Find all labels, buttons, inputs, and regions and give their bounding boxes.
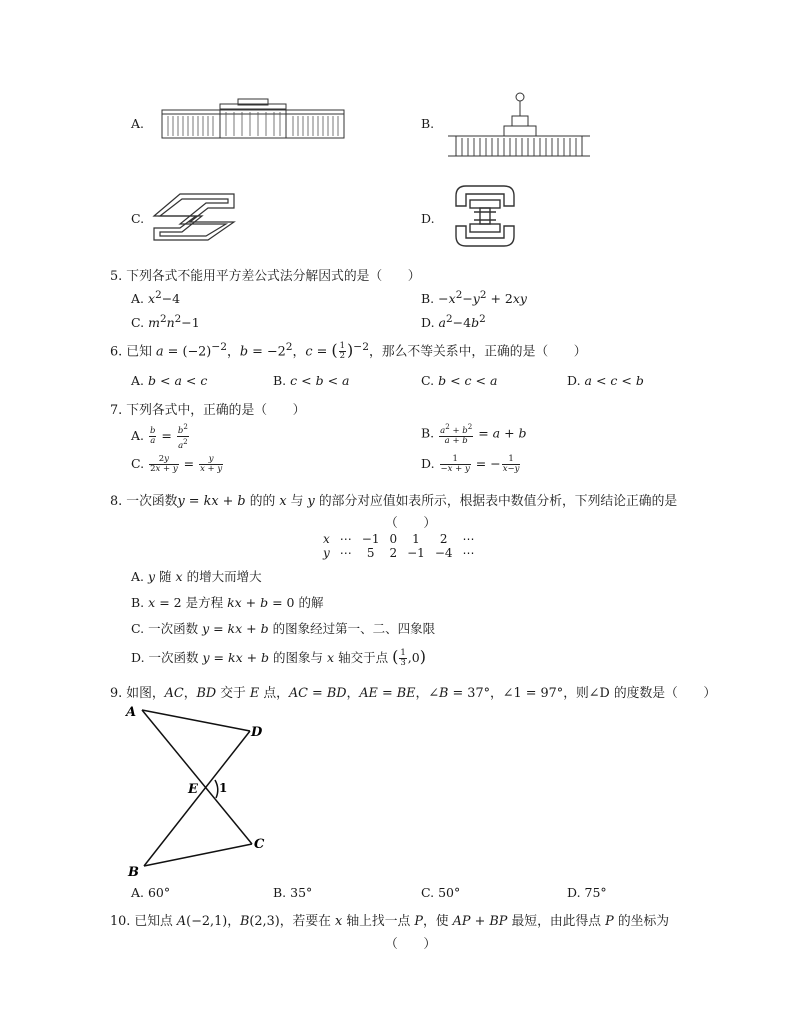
- point-b-label: B: [128, 865, 139, 880]
- q8-value-table: [318, 532, 480, 560]
- q7-option-c[interactable]: C. $\frac{2y}{2x + y}$ = $\frac{y}{x + y}$: [131, 454, 223, 474]
- q4-option-b-label: B.: [421, 116, 435, 131]
- q8-option-b[interactable]: B. x = 2 是方程 kx + b = 0 的解: [131, 595, 324, 610]
- q5-option-a[interactable]: A. $x^2-4$: [131, 289, 181, 307]
- q9-option-c[interactable]: C. 50°: [421, 885, 461, 900]
- q4-pattern-c-figure: [150, 190, 236, 244]
- table-cell: −1: [361, 532, 380, 546]
- q7-option-d[interactable]: D. $\frac{1}{-x + y}$ = − $\frac{1}{x-y}$: [421, 454, 520, 474]
- table-cell: −1: [407, 546, 425, 560]
- q6-option-c[interactable]: C. b < c < a: [421, 373, 498, 388]
- q9-option-b[interactable]: B. 35°: [273, 885, 313, 900]
- q4-option-d-label: D.: [421, 211, 435, 226]
- q6-option-d[interactable]: D. a < c < b: [567, 373, 644, 388]
- q7-stem: 7. 下列各式中，正确的是（ ）: [110, 403, 306, 418]
- q10-answer-paren: （ ）: [385, 937, 437, 952]
- q4-pattern-d-figure: [452, 182, 518, 250]
- point-a-label: A: [126, 705, 137, 720]
- table-cell: ⋯: [339, 546, 352, 560]
- q9-geometry-figure: [120, 700, 280, 880]
- q7-option-a[interactable]: A. $\frac{b}{a}$ = $\frac{b^2}{a^2}$: [131, 422, 188, 451]
- table-cell: 5: [366, 546, 375, 560]
- q8-answer-paren: （ ）: [385, 516, 437, 531]
- q6-option-a[interactable]: A. b < a < c: [131, 373, 208, 388]
- q9-stem: 9. 如图，AC，BD 交于 E 点，AC = BD，AE = BE，∠B = 37°，∠1 = 97°，则∠D 的度数是（ ）: [110, 686, 717, 701]
- q4-option-c-label: C.: [131, 211, 145, 226]
- angle-1-label: 1: [219, 781, 228, 795]
- q8-option-d[interactable]: D. 一次函数 y = kx + b 的图象与 x 轴交于点 ( $\frac{1}{3}$ ,0): [131, 647, 426, 668]
- table-cell: ⋯: [462, 532, 475, 546]
- q6-option-b[interactable]: B. c < b < a: [273, 373, 350, 388]
- point-e-label: E: [188, 782, 198, 797]
- q4-option-a-label: A.: [131, 116, 145, 131]
- table-cell: −4: [434, 546, 453, 560]
- q8-stem: 8. 一次函数y = kx + b 的的 x 与 y 的部分对应值如表所示，根据表中数值分析，下列结论正确的是: [110, 494, 678, 509]
- table-cell: ⋯: [462, 546, 475, 560]
- q5-option-b[interactable]: B. $-x^2-y^2 + 2xy$: [421, 289, 527, 307]
- q10-stem: 10. 已知点 A(−2,1)，B(2,3)，若要在 x 轴上找一点 P，使 AP + BP 最短，由此得点 P 的坐标为: [110, 914, 670, 929]
- q4-building-b-figure: [446, 90, 592, 160]
- table-row: [318, 546, 480, 560]
- table-cell: x: [323, 532, 330, 546]
- table-row: [318, 532, 480, 546]
- table-cell: 0: [389, 532, 398, 546]
- q8-option-a[interactable]: A. y 随 x 的增大而增大: [131, 569, 262, 584]
- table-cell: y: [323, 546, 330, 560]
- q5-option-d[interactable]: D. $a^2-4b^2$: [421, 313, 486, 331]
- q4-building-a-figure: [160, 98, 346, 140]
- q9-option-d[interactable]: D. 75°: [567, 885, 607, 900]
- q5-option-c[interactable]: C. $m^2n^2-1$: [131, 313, 200, 331]
- q8-option-c[interactable]: C. 一次函数 y = kx + b 的图象经过第一、二、四象限: [131, 621, 436, 636]
- q9-option-a[interactable]: A. 60°: [131, 885, 171, 900]
- table-cell: 1: [412, 532, 420, 546]
- q7-option-b[interactable]: B. $\frac{a^2 + b^2}{a + b}$ = a + b: [421, 422, 527, 446]
- table-cell: 2: [439, 532, 448, 546]
- q5-stem: 5. 下列各式不能用平方差公式法分解因式的是（ ）: [110, 269, 421, 284]
- table-cell: 2: [389, 546, 398, 560]
- point-c-label: C: [254, 837, 265, 852]
- point-d-label: D: [251, 725, 263, 740]
- q6-stem: 6. 已知 $a = (-2)^{-2}$，$b = -2^2$，c = ( $\frac{1}{2}$ )$^{-2}$，那么不等关系中，正确的是（ ）: [110, 340, 587, 362]
- table-cell: ⋯: [339, 532, 352, 546]
